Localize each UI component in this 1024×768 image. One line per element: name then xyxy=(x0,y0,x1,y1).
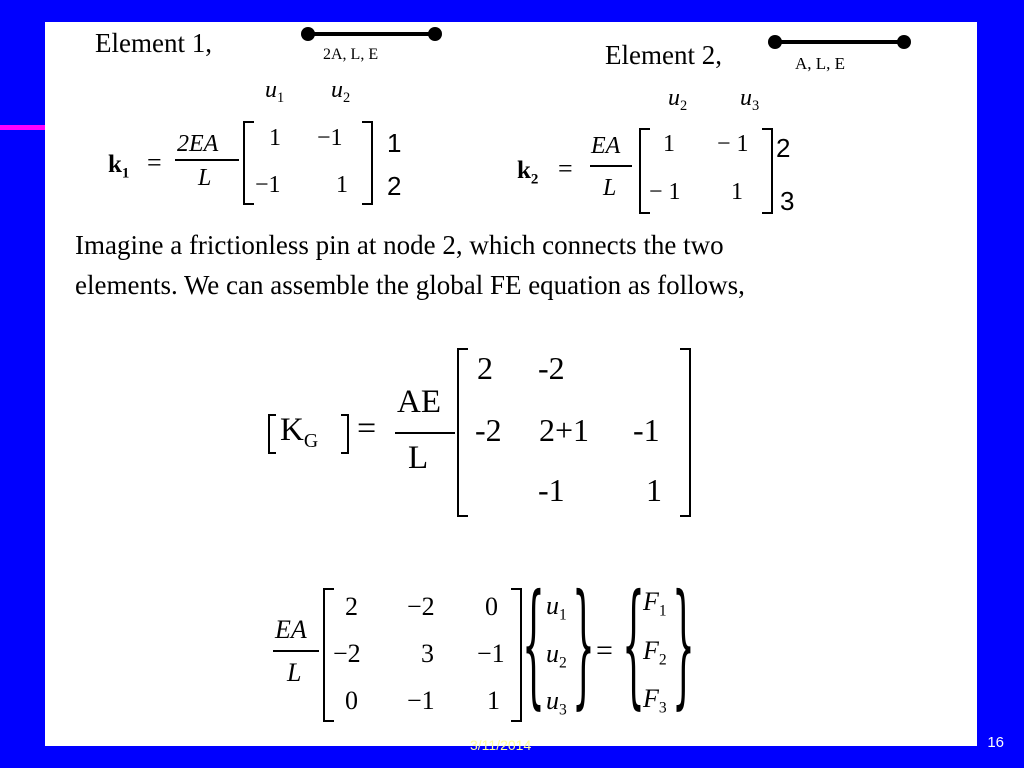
f-vector-entry: $F_3$ xyxy=(643,684,667,717)
kg-cell: -1 xyxy=(538,472,565,508)
kg-coef-den: L xyxy=(408,440,429,476)
final-matrix-bracket-right xyxy=(511,588,522,722)
element1-dof-a: $u_1$ xyxy=(265,77,285,107)
kg-bracket-right xyxy=(341,414,349,454)
u-vector-brace-left: { xyxy=(522,566,545,724)
kg-matrix-bracket-right xyxy=(680,348,691,517)
f-vector-entry: $F_1$ xyxy=(643,587,667,620)
kg-equals: = xyxy=(357,410,377,447)
element1-props: 2A, L, E xyxy=(323,46,379,63)
kg-label: $K_G$ xyxy=(280,412,319,452)
final-cell: 3 xyxy=(421,639,434,668)
k1-cell: 1 xyxy=(336,172,348,198)
k2-cell: 1 xyxy=(731,179,743,205)
k2-row-label: 3 xyxy=(780,186,795,216)
kg-cell: 2 xyxy=(477,350,493,386)
k1-bracket-left xyxy=(243,121,254,205)
k2-equals: = xyxy=(558,154,573,183)
k1-bracket-right xyxy=(362,121,373,205)
final-cell: 0 xyxy=(345,686,358,715)
kg-cell: 2+1 xyxy=(539,412,590,448)
final-cell: −2 xyxy=(407,592,435,621)
kg-cell: -2 xyxy=(538,350,565,386)
final-cell: 2 xyxy=(345,592,358,621)
final-cell: 0 xyxy=(485,592,498,621)
slide-content xyxy=(45,22,977,746)
k2-cell: 1 xyxy=(663,131,675,157)
k2-label: $k_2$ xyxy=(517,157,539,188)
kg-coef-num: AE xyxy=(397,384,441,420)
final-coef-num: EA xyxy=(275,615,307,644)
f-vector-brace-left: { xyxy=(622,566,645,724)
final-cell: −1 xyxy=(477,639,505,668)
k2-row-label: 2 xyxy=(776,133,791,163)
k1-coef-den: L xyxy=(198,165,212,191)
final-cell: −1 xyxy=(407,686,435,715)
kg-matrix-bracket-left xyxy=(457,348,468,517)
final-coef-den: L xyxy=(287,658,302,687)
kg-frac-line xyxy=(395,432,455,434)
final-frac-line xyxy=(273,650,319,652)
k1-cell: 1 xyxy=(269,125,281,151)
k1-coef-num: 2EA xyxy=(177,131,219,157)
element1-dof-b: $u_2$ xyxy=(331,77,351,107)
element2-dof-a: $u_2$ xyxy=(668,85,688,115)
element2-title: Element 2, xyxy=(605,40,722,70)
k1-label: $k_1$ xyxy=(108,151,130,182)
u-vector-entry: $u_1$ xyxy=(546,591,567,624)
k2-cell: − 1 xyxy=(649,179,681,205)
accent-line xyxy=(0,125,46,130)
k1-row-label: 2 xyxy=(387,171,402,201)
k2-cell: − 1 xyxy=(717,131,749,157)
k1-cell: −1 xyxy=(317,125,343,151)
final-equals: = xyxy=(596,634,613,667)
element2-dof-b: $u_3$ xyxy=(740,85,760,115)
k2-coef-num: EA xyxy=(591,133,621,159)
element1-title: Element 1, xyxy=(95,28,212,58)
k1-equals: = xyxy=(147,148,162,177)
u-vector-entry: $u_3$ xyxy=(546,686,567,719)
u-vector-brace-right: } xyxy=(572,566,595,724)
kg-bracket-left xyxy=(268,414,276,454)
final-cell: 1 xyxy=(487,686,500,715)
kg-cell: 1 xyxy=(646,472,662,508)
paragraph-line: Imagine a frictionless pin at node 2, which connects the two xyxy=(75,230,724,260)
element2-props: A, L, E xyxy=(795,54,846,73)
paragraph-line: elements. We can assemble the global FE equation as follows, xyxy=(75,270,745,300)
kg-cell: -1 xyxy=(633,412,660,448)
k2-bracket-right xyxy=(762,128,773,214)
k1-frac-line xyxy=(175,159,239,161)
f-vector-entry: $F_2$ xyxy=(643,636,667,669)
page-number: 16 xyxy=(987,734,1004,751)
k1-cell: −1 xyxy=(255,172,281,198)
k2-frac-line xyxy=(590,165,632,167)
f-vector-brace-right: } xyxy=(672,566,695,724)
kg-cell: -2 xyxy=(475,412,502,448)
k1-row-label: 1 xyxy=(387,128,402,158)
final-cell: −2 xyxy=(333,639,361,668)
slide-date: 3/11/2014 xyxy=(470,737,532,753)
u-vector-entry: $u_2$ xyxy=(546,639,567,672)
k2-coef-den: L xyxy=(603,175,617,201)
